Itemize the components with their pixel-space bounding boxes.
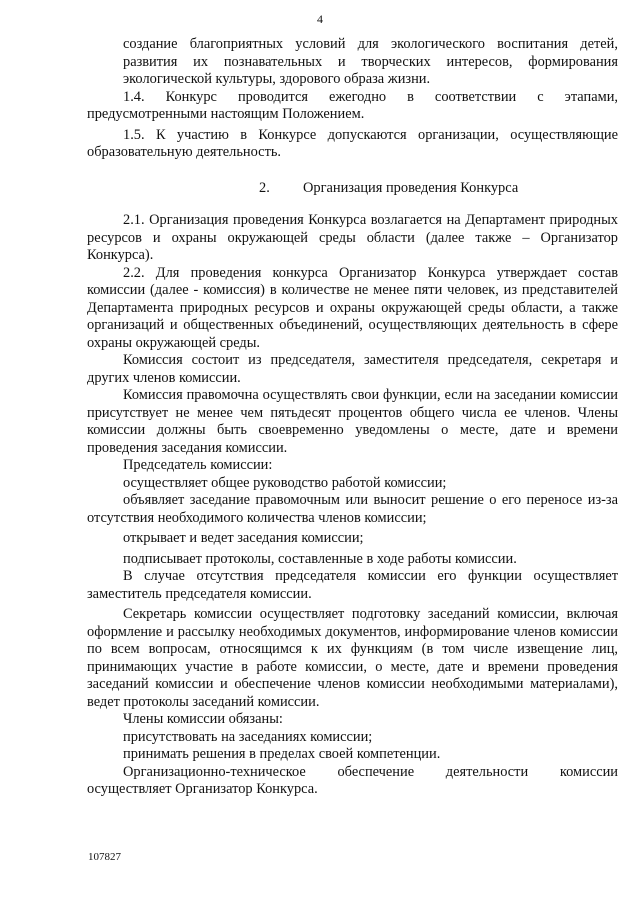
paragraph: 2.1. Организация проведения Конкурса возлагается на Департамент природных ресурсов и охраны окружающей среды области (далее также – Организатор Конкурса).: [87, 212, 618, 263]
paragraph: 2.2. Для проведения конкурса Организатор Конкурса утверждает состав комиссии (далее - комиссия) в количестве не менее пяти человек, из представителей Департамента природных ресурсов и охраны окружающей среды области, а также организаций и общественных объединений, осуществляющих деятельность в сфере охраны окружающей среды.: [87, 264, 618, 351]
paragraph: Председатель комиссии:: [123, 457, 273, 473]
section-number: 2.: [259, 179, 270, 196]
list-item: открывает и ведет заседания комиссии;: [123, 530, 364, 546]
paragraph: 1.5. К участию в Конкурсе допускаются организации, осуществляющие образовательную деятельность.: [87, 126, 618, 160]
list-item: присутствовать на заседаниях комиссии;: [123, 728, 373, 745]
paragraph: Члены комиссии обязаны:: [123, 711, 283, 727]
list-item: принимать решения в пределах своей компетенции.: [123, 746, 441, 762]
list-item: подписывает протоколы, составленные в ходе работы комиссии.: [123, 550, 517, 567]
paragraph: создание благоприятных условий для экологического воспитания детей, развития их познавательных и творческих интересов, формирования экологической культуры, здорового образа жизни.: [123, 36, 618, 87]
paragraph: Секретарь комиссии осуществляет подготовку заседаний комиссии, включая оформление и рассылку необходимых документов, информирование членов комиссии по всем вопросам, относящимся к их функциям (в том числе извещение лиц, принимающих участие в работе комиссии, о месте, дате и времени проведения заседаний комиссии и обеспечение членов комиссии необходимыми материалами), ведет протоколы заседаний комиссии.: [87, 606, 618, 710]
list-item: объявляет заседание правомочным или выносит решение о его переносе из-за отсутствия необходимого количества членов комиссии;: [87, 492, 618, 526]
paragraph: Организационно-техническое обеспечение деятельности комиссии осуществляет Организатор Конкурса.: [87, 763, 618, 797]
page-number: 4: [317, 12, 323, 26]
paragraph: 1.4. Конкурс проводится ежегодно в соответствии с этапами, предусмотренными настоящим Положением.: [87, 88, 618, 122]
section-heading: [87, 180, 618, 198]
footer-code: 107827: [88, 851, 121, 863]
paragraph: Комиссия состоит из председателя, заместителя председателя, секретаря и других членов комиссии.: [87, 352, 618, 386]
section-title: Организация проведения Конкурса: [303, 179, 519, 196]
document-body: [87, 36, 618, 799]
list-item: осуществляет общее руководство работой комиссии;: [123, 474, 447, 491]
paragraph: Комиссия правомочна осуществлять свои функции, если на заседании комиссии присутствует не менее чем пятьдесят процентов общего числа ее членов. Члены комиссии должны быть своевременно уведомлены о месте, дате и времени проведения заседания комиссии.: [87, 387, 618, 456]
paragraph: В случае отсутствия председателя комиссии его функции осуществляет заместитель председателя комиссии.: [87, 568, 618, 602]
